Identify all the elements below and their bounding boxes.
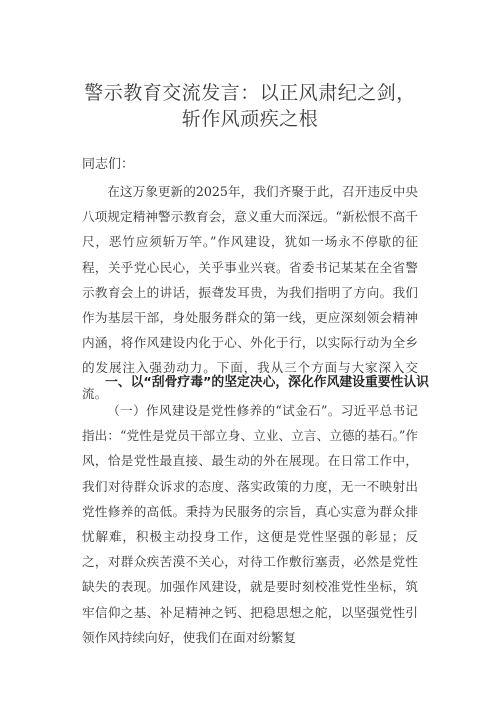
paragraph-intro: 在这万象更新的2025年，我们齐聚于此，召开违反中央八项规定精神警示教育会，意义重大而深远。“新松恨不高千尺，恶竹应须斩万竿。”作风建设，犹如一场永不停歇的征程，关乎党心民心，关乎事业兴衰。省委书记某某在全省警示教育会上的讲话，振聋发耳贵，为我们指明了方向。我们作为基层干部，身处服务群众的第一线，更应深刻领会精神内涵，将作风建设内化于心、外化于行，以实际行动为全乡的发展注入强劲动力。下面，我从三个方面与大家深入交流。 xyxy=(82,184,418,401)
document-title-line-1: 警示教育交流发言：以正风肃纪之剑， xyxy=(84,82,416,104)
document-title-line-2: 斩作风顽疾之根 xyxy=(181,108,319,130)
greeting: 同志们： xyxy=(82,157,135,172)
section-heading-1: 一、以“刮骨疗毒”的坚定决心，深化作风建设重要性认识 xyxy=(105,375,429,390)
paragraph-section-1: （一）作风建设是党性修养的“试金石”。习近平总书记指出：“党性是党员干部立身、立业、立言、立德的基石。”作风，恰是党性最直接、最生动的外在展现。在日常工作中，我们对待群众诉求的态度、落实政策的力度，无一不映射出党性修养的高低。秉持为民服务的宗旨，真心实意为群众排忧解难，积极主动投身工作，这便是党性坚强的彰显；反之，对群众疾苦漠不关心，对待工作敷衍塞责，必然是党性缺失的表现。加强作风建设，就是要时刻校准党性坐标，筑牢信仰之基、补足精神之钙、把稳思想之舵，以坚强党性引领作风持续向好，使我们在面对纷繁复 xyxy=(82,403,418,645)
